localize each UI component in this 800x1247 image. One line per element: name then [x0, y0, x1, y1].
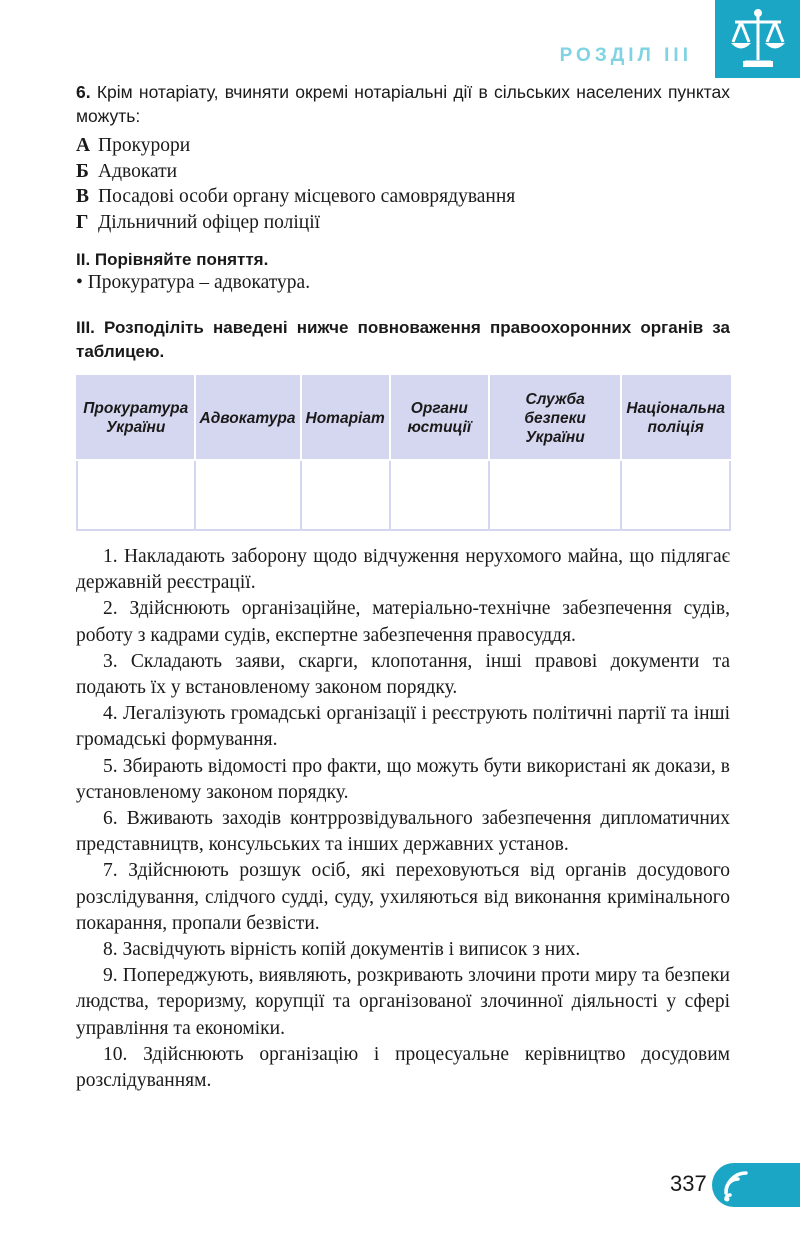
list-item: 3. Складають заяви, скарги, клопотання, інші правові документи та подають їх у встановленому законом порядку.	[76, 650, 730, 699]
list-item: 7. Здійснюють розшук осіб, які переховуються від органів досудового розслідування, слідчого судді, суду, ухиляються від виконання кримінального покарання, пропали безвісти.	[76, 860, 730, 934]
header-justice: Органи юстиції	[390, 376, 489, 460]
question-number: 6.	[76, 82, 91, 102]
powers-table	[76, 375, 731, 531]
option-a: А Прокурори	[76, 135, 191, 156]
section-2-bullet: • Прокуратура – адвокатура.	[76, 272, 311, 293]
question-text: Крім нотаріату, вчиняти окремі нотаріальні дії в сільських населених пунктах можуть:	[76, 82, 730, 126]
table-cell[interactable]	[77, 460, 195, 530]
list-item: 9. Попереджують, виявляють, розкривають злочини проти миру та безпеки людства, тероризму, корупції та організованої злочинної діяльності у сфері управління та економіки.	[76, 965, 730, 1039]
list-item: 6. Вживають заходів контррозвідувального забезпечення дипломатичних представництв, консульських та інших державних установ.	[76, 808, 730, 856]
table-cell[interactable]	[301, 460, 390, 530]
option-g: Г Дільничний офіцер поліції	[76, 211, 321, 233]
powers-list	[76, 544, 730, 1094]
table-answer-row	[77, 460, 730, 530]
page-number: 337	[670, 1171, 707, 1196]
list-item: 1. Накладають заборону щодо відчуження нерухомого майна, що підлягає державній реєстрації.	[76, 546, 730, 594]
section-2-title: ІІ. Порівняйте поняття.	[76, 250, 269, 269]
table-cell[interactable]	[489, 460, 621, 530]
option-v: В Посадові особи органу місцевого самоврядування	[76, 186, 516, 207]
header-security-service: Служба безпеки України	[489, 376, 621, 460]
section-tab	[715, 0, 800, 78]
header-advocacy: Адвокатура	[195, 376, 301, 460]
table-cell[interactable]	[195, 460, 301, 530]
scales-icon	[729, 8, 787, 70]
table-cell[interactable]	[621, 460, 730, 530]
section-label: РОЗДІЛ III	[559, 45, 692, 66]
section-3-title: ІІІ. Розподіліть наведені нижче повноваження правоохоронних органів за таблицею.	[76, 318, 730, 361]
list-item: 4. Легалізують громадські організації і реєструють політичні партії та інші громадські формування.	[76, 703, 730, 751]
list-item: 5. Збирають відомості про факти, що можуть бути використані як докази, в установленому законом порядку.	[76, 755, 730, 803]
table-header-row	[77, 376, 730, 460]
signal-waves-icon	[722, 1169, 756, 1203]
table-cell[interactable]	[390, 460, 489, 530]
page-tab	[712, 1163, 800, 1207]
option-b: Б Адвокати	[76, 160, 178, 182]
answer-options	[76, 133, 730, 235]
header-prosecutor: Прокуратура України	[77, 376, 195, 460]
header-national-police: Національна поліція	[621, 376, 730, 460]
list-item: 2. Здійснюють організаційне, матеріально-технічне забезпечення судів, роботу з кадрами судів, експертне забезпечення правосуддя.	[76, 598, 730, 646]
list-item: 8. Засвідчують вірність копій документів і виписок з них.	[103, 939, 581, 961]
header-notary: Нотаріат	[301, 376, 390, 460]
question-6	[76, 80, 730, 128]
list-item: 10. Здійснюють організацію і процесуальне керівництво досудовим розслідуванням.	[76, 1043, 730, 1092]
